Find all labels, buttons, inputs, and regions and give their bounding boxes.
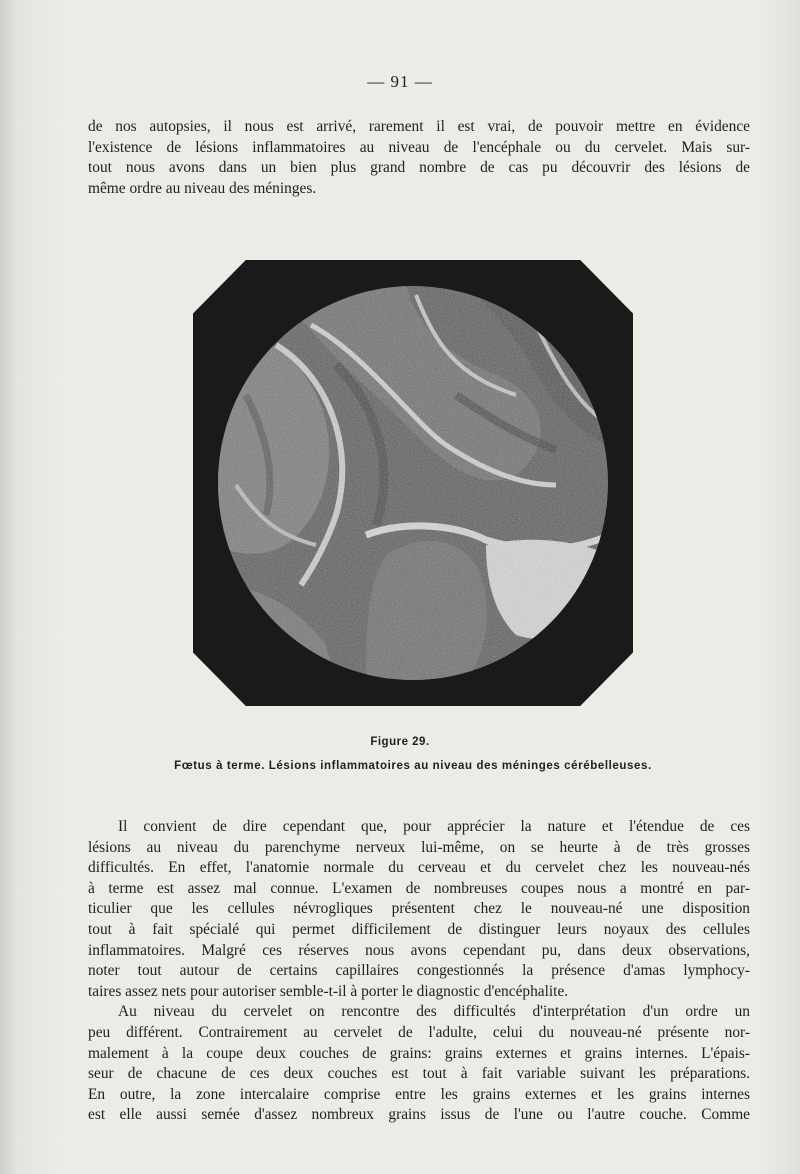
text-line: peu différent. Contrairement au cervelet de l'adulte, celui du nouveau-né présente nor- bbox=[88, 1023, 750, 1041]
page-number: — 91 — bbox=[367, 72, 433, 91]
text-line: difficultés. En effet, l'anatomie normale du cerveau et du cervelet chez les nouveau-nés bbox=[88, 859, 750, 877]
text-line: Au niveau du cervelet on rencontre des difficultés d'interprétation d'un ordre un bbox=[118, 1003, 750, 1021]
text-line: En outre, la zone intercalaire comprise entre les grains externes et les grains internes bbox=[88, 1085, 750, 1103]
paragraph-1 bbox=[88, 117, 750, 199]
micrograph-image bbox=[216, 285, 610, 681]
text-line: inflammatoires. Malgré ces réserves nous avons cependant pu, dans deux observations, bbox=[88, 941, 750, 959]
paragraph-2 bbox=[88, 817, 750, 1126]
text-line: même ordre au niveau des méninges. bbox=[88, 179, 317, 197]
text-line: lésions au niveau du parenchyme nerveux lui-même, on se heurte à de très grosses bbox=[88, 838, 750, 856]
text-line: à terme est assez mal connue. L'examen de nombreuses coupes nous a montré en par- bbox=[88, 879, 750, 897]
text-line: tout nous avons dans un bien plus grand nombre de cas pu découvrir des lésions de bbox=[88, 159, 750, 177]
text-line: malement à la coupe deux couches de grains: grains externes et grains internes. L'épais- bbox=[88, 1044, 750, 1062]
text-line: taires assez nets pour autoriser semble-t-il à porter le diagnostic d'encéphalite. bbox=[88, 982, 569, 1000]
figure-title: Figure 29. bbox=[370, 736, 430, 748]
text-line: est elle aussi semée d'assez nombreux grains issus de l'une ou l'autre couche. Comme bbox=[88, 1106, 750, 1124]
text-line: l'existence de lésions inflammatoires au niveau de l'encéphale ou du cervelet. Mais sur- bbox=[88, 138, 750, 156]
text-line: noter tout autour de certains capillaires congestionnés la présence d'amas lymphocy- bbox=[88, 962, 750, 980]
figure-caption: Fœtus à terme. Lésions inflammatoires au niveau des méninges cérébelleuses. bbox=[174, 760, 652, 772]
text-line: seur de chacune de ces deux couches est tout à fait variable suivant les préparations. bbox=[88, 1065, 750, 1083]
text-line: ticulier que les cellules névrogliques présentent chez le nouveau-né une disposition bbox=[88, 900, 750, 918]
text-line: tout à fait spécialé qui permet difficilement de distinguer leurs noyaux des cellules bbox=[88, 920, 750, 938]
text-line: de nos autopsies, il nous est arrivé, rarement il est vrai, de pouvoir mettre en évidence bbox=[88, 118, 750, 135]
text-line: Il convient de dire cependant que, pour apprécier la nature et l'étendue de ces bbox=[118, 818, 750, 835]
